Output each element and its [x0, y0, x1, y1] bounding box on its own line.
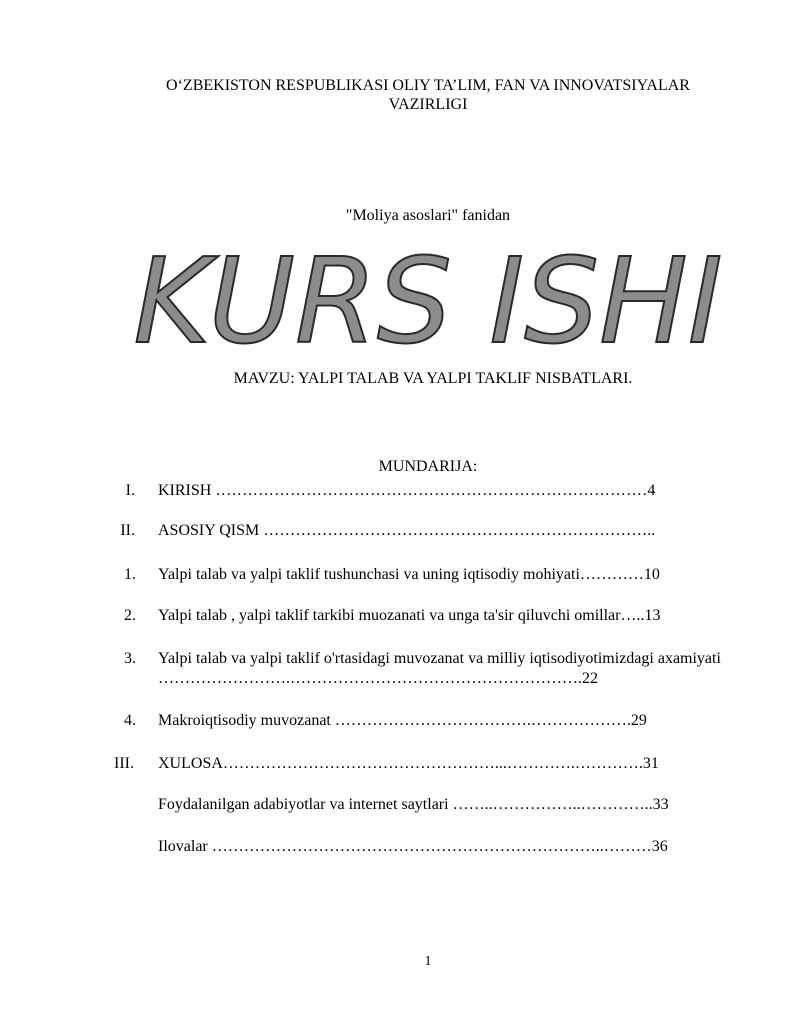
ministry-line-1: O‘ZBEKISTON RESPUBLIKASI OLIY TA’LIM, FAN VA INNOVATSIYALAR [166, 77, 690, 94]
toc-item-text: KIRISH ………………………………………………………………………4 [158, 482, 656, 499]
toc-item-text: Foydalanilgan adabiyotlar va internet saytlari ……..……………..…………..33 [158, 796, 669, 813]
toc-item-text: Yalpi talab va yalpi taklif tushunchasi va uning iqtisodiy mohiyati…………10 [158, 566, 660, 583]
title-wordart: KURS ISHI [133, 232, 723, 370]
toc-item-number: 4. [124, 712, 136, 729]
toc-item-number: 3. [124, 650, 136, 667]
topic-line: MAVZU: YALPI TALAB VA YALPI TAKLIF NISBATLARI. [233, 370, 633, 387]
toc-item-number: 1. [124, 566, 136, 583]
toc-item-text: Yalpi talab , yalpi taklif tarkibi muozanati va unga ta'sir qiluvchi omillar…..13 [158, 607, 661, 624]
toc-item-text: XULOSA……………………………………………...………….………….31 [158, 755, 659, 772]
subject-line: "Moliya asoslari" fanidan [345, 207, 511, 224]
toc-item-number: I. [125, 482, 135, 499]
ministry-header [100, 76, 756, 114]
toc-item-text: Ilovalar ………………………………………………………………..………36 [158, 838, 668, 855]
toc-item-number: 2. [124, 607, 136, 624]
toc-heading: MUNDARIJA: [378, 458, 478, 475]
ministry-line-2: VAZIRLIGI [388, 96, 468, 113]
toc-item-text: Yalpi talab va yalpi taklif o'rtasidagi muvozanat va milliy iqtisodiyotimizdagi axamiyati …………………….……………………………………………….22 [158, 650, 721, 687]
toc-item-text: ASOSIY QISM ……………………………………………………………….. [158, 522, 656, 539]
toc-item-number: III. [114, 755, 134, 772]
toc-item-text: Makroiqtisodiy muvozanat ……………………………….……………….29 [158, 712, 647, 729]
page-number: 1 [424, 954, 432, 969]
toc-item-number: II. [120, 522, 135, 539]
